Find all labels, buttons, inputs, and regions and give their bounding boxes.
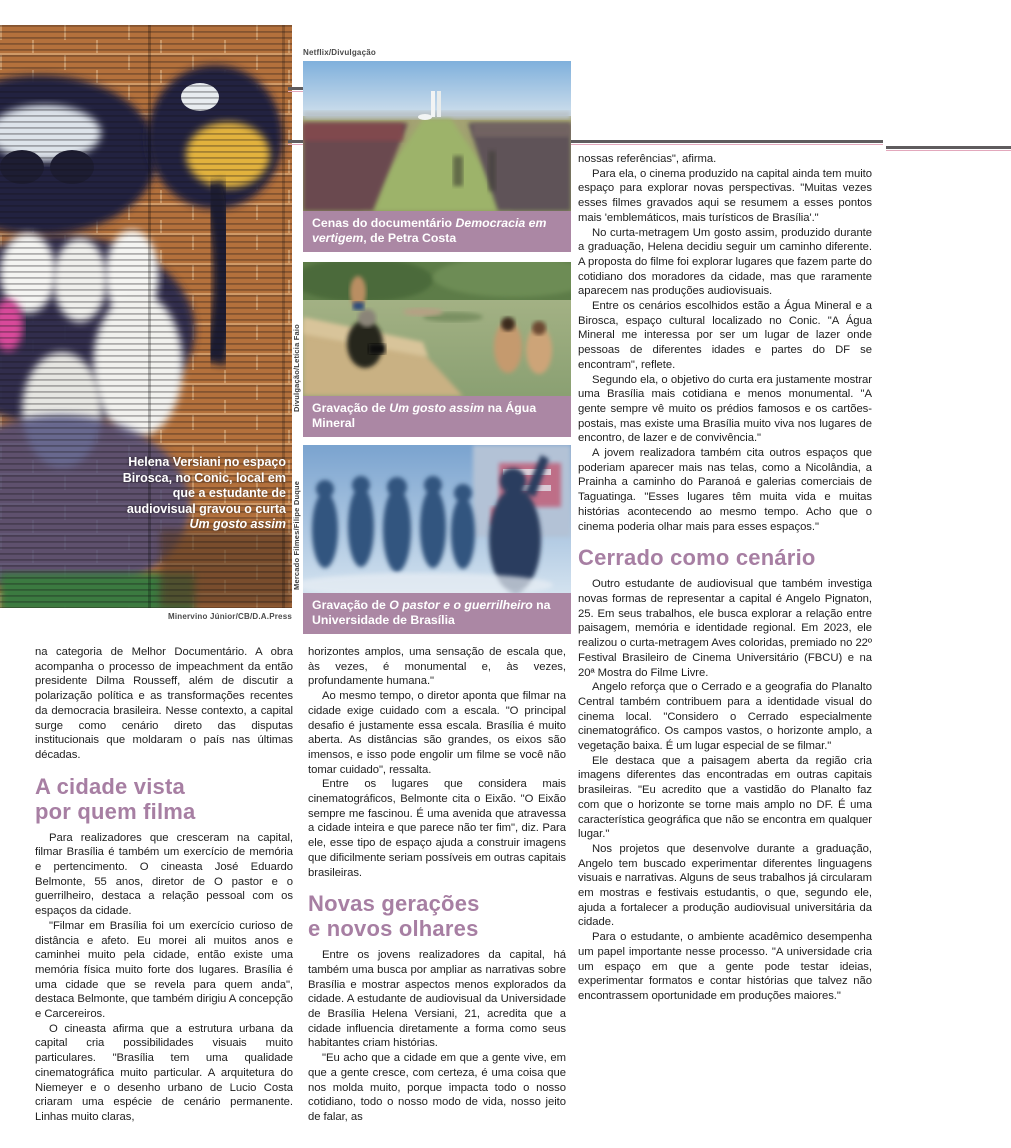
section-heading-a-cidade-vista: A cidade vista por quem filma bbox=[35, 773, 196, 824]
photo3-credit: Mercado Filmes/Filipe Duque bbox=[292, 480, 301, 590]
photo1-caption-suffix: , de Petra Costa bbox=[363, 231, 457, 245]
paragraph: Nos projetos que desenvolve durante a graduação, Angelo tem buscado experimentar diferentes linguagens visuais e narrativas. Alguns de seus trabalhos já circularam em mostras e festivais estudantis, o que, segundo ele, ajuda a fortalecer a produção audiovisual universitária da cidade. bbox=[578, 842, 872, 929]
graffiti-caption-text: Helena Versiani no espaço Birosca, no Conic, local em que a estudante de audiovisual gravou o curta bbox=[122, 455, 286, 516]
paragraph: Entre os cenários escolhidos estão a Água Mineral e a Birosca, espaço cultural localizado no Conic. "A Água Mineral me interessa por ser um lugar de lazer onde pessoas de diferentes idades e partes do DF se encontram", reflete. bbox=[578, 300, 872, 371]
paragraph: Outro estudante de audiovisual que também investiga novas formas de representar a capital é Angelo Pignaton, 25. Em seus trabalhos, ele busca explorar a relação entre paisagem, memória e identidade regional. Em 2023, ele realizou o curta-metragem Aves coloridas, premiado no 22º Festival Brasileiro de Cinema Universitário (FBCU) e na 20ª Mostra do Filme Livre. bbox=[578, 578, 872, 679]
paragraph: Para ela, o cinema produzido na capital ainda tem muito espaço para explorar novas perspectivas. "Muitas vezes esses filmes gravados aqui se resumem a esses pontos mais 'emblemáticos, mais turísticos de Brasília'." bbox=[578, 167, 872, 224]
graffiti-overlay-caption bbox=[116, 455, 286, 533]
article-column-1 bbox=[35, 645, 293, 1125]
graffiti-photo bbox=[0, 25, 292, 608]
paragraph: Entre os jovens realizadores da capital, há também uma busca por ampliar as narrativas sobre Brasília e mostrar aspectos menos explorados da cidade. A estudante de audiovisual da Universidade de Brasília Helena Versiani, 21, acredita que a cidade influencia diretamente a forma como seus habitantes criam histórias. bbox=[308, 949, 566, 1050]
paragraph: Ele destaca que a paisagem aberta da região cria imagens diferentes das encontradas em outras capitais brasileiras. "Eu acredito que a vastidão do Planalto faz com que o horizonte se torne mais amplo no DF. É uma característica geográfica que não se encontra em qualquer lugar." bbox=[578, 754, 872, 841]
photo1-caption bbox=[303, 211, 571, 252]
paragraph: nossas referências", afirma. bbox=[578, 153, 717, 165]
paragraph: na categoria de Melhor Documentário. A obra acompanha o processo de impeachment da então presidente Dilma Rousseff, além de discutir a polarização política e as transformações recentes da democracia brasileira. Nesse contexto, a capital surge como cenário direto das disputas institucionais que moldaram o país nas últimas décadas. bbox=[35, 646, 293, 761]
paragraph: Entre os lugares que considera mais cinematográficos, Belmonte cita o Eixão. "O Eixão sempre me fascinou. É uma avenida que atravessa a cidade inteira e que parece não ter fim", diz. Para ele, esse tipo de espaço ajuda a construir imagens que dificilmente seriam possíveis em outras capitais brasileiras. bbox=[308, 778, 566, 879]
divider-rule-far-right bbox=[886, 146, 1011, 149]
paragraph: A jovem realizadora também cita outros espaços que poderiam aparecer mais nas telas, como a Nicolândia, a Prainha a caminho do Paranoá e galerias comerciais de Taguatinga. "Esses lugares têm muita vida e muitas histórias acontecendo ao mesmo tempo. Acho que o cinema poderia olhar mais para esses espaços." bbox=[578, 447, 872, 533]
paragraph: Ao mesmo tempo, o diretor aponta que filmar na cidade exige cuidado com a escala. "O principal desafio é justamente essa escala. Brasília é muito aberta. As distâncias são grandes, os eixos são imensos, e isso pode engolir um filme se você não tomar cuidado", ressalta. bbox=[308, 690, 566, 776]
photo2-agua-mineral bbox=[303, 262, 571, 396]
photo2-caption-prefix: Gravação de bbox=[312, 401, 390, 415]
paragraph: Para realizadores que cresceram na capital, filmar Brasília é também um exercício de memória e pertencimento. O cineasta José Eduardo Belmonte, 55 anos, diretor de O pastor e o guerrilheiro, destaca a relação pessoal com os espaços da cidade. bbox=[35, 831, 293, 918]
photo1-caption-title: Democracia em vertigem bbox=[312, 216, 547, 245]
paragraph: O cineasta afirma que a estrutura urbana da capital cria possibilidades visuais muito particulares. "Brasília tem uma qualidade cinematográfica muito particular. A arquitetura do Niemeyer e o desenho urbano de Lucio Costa criaram uma espécie de cenário permanente. Linhas muito claras, bbox=[35, 1022, 293, 1123]
paragraph: Para o estudante, o ambiente acadêmico desempenha um papel importante nesse processo. "A universidade cria um espaço em que a gente pode testar ideias, experimentar formatos e contar histórias que talvez não encontrassem oportunidade em produções maiores." bbox=[578, 931, 872, 1002]
photo1-caption-prefix: Cenas do documentário bbox=[312, 216, 456, 230]
paragraph: horizontes amplos, uma sensação de escala que, às vezes, é monumental e, às vezes, profundamente humana." bbox=[308, 646, 566, 688]
photo-column bbox=[303, 48, 571, 634]
photo3-caption-title: O pastor e o guerrilheiro bbox=[389, 598, 533, 612]
divider-rule-right bbox=[560, 140, 883, 143]
photo2-caption-title: Um gosto assim bbox=[389, 401, 485, 415]
divider-rule-short-top bbox=[288, 87, 303, 90]
photo2-caption bbox=[303, 396, 571, 437]
article-column-2 bbox=[308, 645, 566, 1125]
section-heading-cerrado-como-cenario: Cerrado como cenário bbox=[578, 545, 816, 571]
photo3-caption-suffix: na Universidade de Brasília bbox=[312, 598, 551, 627]
paragraph: "Filmar em Brasília foi um exercício curioso de distância e afeto. Eu morei ali muitos anos e caminhei muito pela cidade, então existe uma memória física muito forte dos lugares. Brasília é uma cidade que se revela para quem anda", destaca Belmonte, que também dirigiu A concepção e Carcereiros. bbox=[35, 919, 293, 1021]
photo1-aerial-brasilia bbox=[303, 61, 571, 211]
graffiti-caption-film-title: Um gosto assim bbox=[189, 517, 286, 531]
photo1-credit: Netflix/Divulgação bbox=[303, 48, 376, 57]
article-column-3 bbox=[578, 152, 872, 1004]
photo2-caption-suffix: na Água Mineral bbox=[312, 401, 537, 430]
photo-um-gosto-assim bbox=[303, 262, 571, 437]
graffiti-photo-credit: Minervino Júnior/CB/D.A.Press bbox=[167, 612, 292, 621]
divider-rule-short-bottom bbox=[288, 140, 303, 143]
photo3-caption-prefix: Gravação de bbox=[312, 598, 390, 612]
paragraph: No curta-metragem Um gosto assim, produzido durante a graduação, Helena decidiu seguir um caminho diferente. A proposta do filme foi explorar lugares que fazem parte do cotidiano dos moradores da cidade, mas que raramente aparecem nas produções audiovisuais. bbox=[578, 226, 872, 298]
photo3-caption bbox=[303, 593, 571, 634]
photo3-soldiers-scene bbox=[303, 445, 571, 593]
photo-democracia-em-vertigem bbox=[303, 61, 571, 252]
paragraph: Segundo ela, o objetivo do curta era justamente mostrar uma Brasília mais cotidiana e menos monumental. "A gente sempre vê muito os prédios famosos e os cartões-postais, mas existe uma Brasília muito viva nos lugares de encontro, de lazer e de convivência." bbox=[578, 373, 872, 445]
paragraph: Angelo reforça que o Cerrado e a geografia do Planalto Central também contribuem para a identidade visual do cinema local. "Considero o Cerrado especialmente cinematográfico. Os campos vastos, o horizonte amplo, a vegetação baixa. É um lugar especial de se filmar." bbox=[578, 681, 872, 753]
photo2-credit: Divulgação/Letícia Faio bbox=[292, 324, 301, 412]
section-heading-novas-geracoes: Novas gerações e novos olhares bbox=[308, 891, 480, 942]
photo-o-pastor-e-o-guerrilheiro bbox=[303, 445, 571, 634]
paragraph: "Eu acho que a cidade em que a gente vive, em que a gente cresce, com certeza, é uma coisa que nos molda muito, porque impacta todo o nosso cotidiano, todo o nosso modo de vida, nosso jeito de falar, as bbox=[308, 1052, 566, 1123]
